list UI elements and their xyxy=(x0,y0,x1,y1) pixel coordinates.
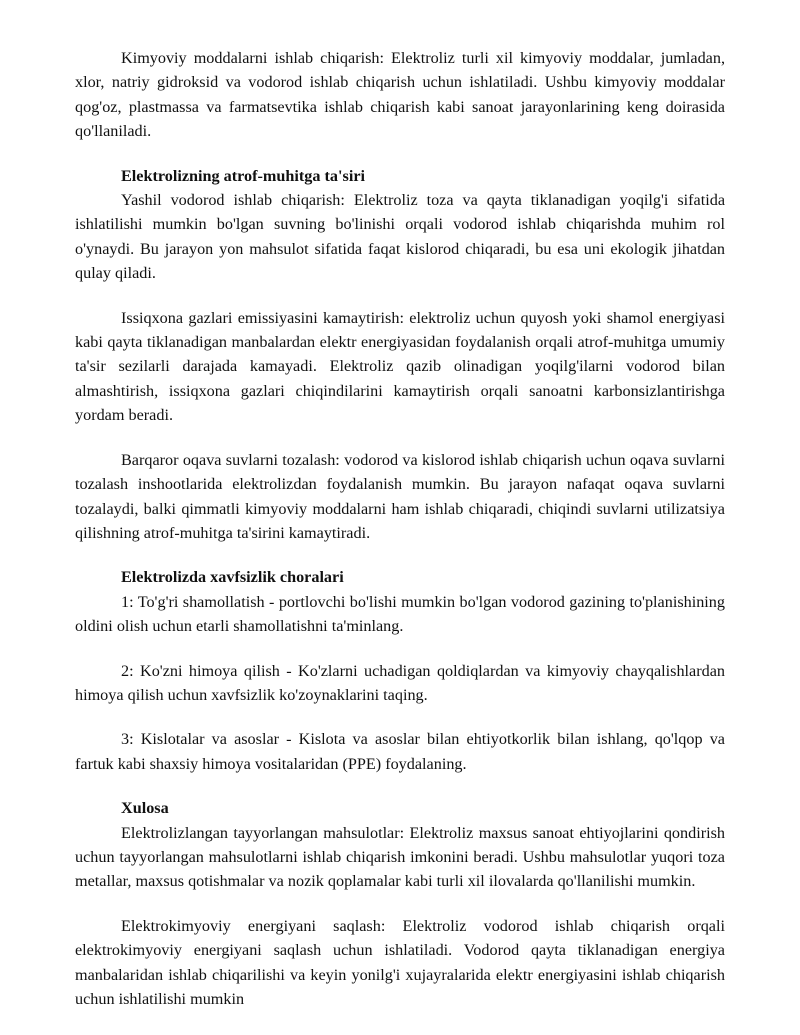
heading-safety-measures: Elektrolizda xavfsizlik choralari xyxy=(121,568,344,587)
paragraph-chemical-production: Kimyoviy moddalarni ishlab chiqarish: Elektroliz turli xil kimyoviy moddalar, jumladan, xlor, natriy gidroksid va vodorod ishlab chiqarish uchun ishlatiladi. Ushbu kimyoviy moddalar qog'oz, plastmassa va farmatsevtika ishlab chiqarish kabi sanoat jarayonlarining keng doirasida qo'llaniladi. xyxy=(75,49,725,141)
paragraph-greenhouse-emissions: Issiqxona gazlari emissiyasini kamaytirish: elektroliz uchun quyosh yoki shamol energiyasi kabi qayta tiklanadigan manbalardan elektr energiyasidan foydalanish orqali atrof-muhitga umumiy ta'sir sezilarli darajada kamayadi. Elektroliz qazib olinadigan yoqilg'ilarni vodorod bilan almashtirish, issiqxona gazlari chiqindilarini kamaytirish orqali sanoatni karbonsizlantirishga yordam beradi. xyxy=(75,308,725,425)
paragraph-eye-protection: 2: Ko'zni himoya qilish - Ko'zlarni uchadigan qoldiqlardan va kimyoviy chayqalishlardan himoya qilish uchun xavfsizlik ko'zoynaklarini taqing. xyxy=(75,661,725,704)
paragraph-green-hydrogen: Yashil vodorod ishlab chiqarish: Elektroliz toza va qayta tiklanadigan yoqilg'i sifatida ishlatilishi mumkin bo'lgan suvning bo'linishi orqali vodorod ishlab chiqarishda muhim rol o'ynaydi. Bu jarayon yon mahsulot sifatida faqat kislorod chiqaradi, bu esa uni ekologik jihatdan qulay qiladi. xyxy=(75,191,725,283)
document-page xyxy=(75,46,725,1031)
heading-environmental-impact: Elektrolizning atrof-muhitga ta'siri xyxy=(121,166,366,185)
paragraph-energy-storage: Elektrokimyoviy energiyani saqlash: Elektroliz vodorod ishlab chiqarish orqali elektrokimyoviy energiyani saqlash uchun ishlatiladi. Vodorod qayta tiklanadigan energiya manbalaridan ishlab chiqarilishi va keyin yonilg'i xujayralarida elektr energiyasini ishlab chiqarish uchun ishlatilishi mumkin xyxy=(75,916,725,1008)
paragraph-tailored-products: Elektrolizlangan tayyorlangan mahsulotlar: Elektroliz maxsus sanoat ehtiyojlarini qondirish uchun tayyorlangan mahsulotlarni ishlab chiqarish imkonini beradi. Ushbu mahsulotlar yuqori toza metallar, maxsus qotishmalar va nozik qoplamalar kabi turli xil ilovalarda qo'llanilishi mumkin. xyxy=(75,823,725,891)
heading-conclusion: Xulosa xyxy=(121,799,169,818)
paragraph-ventilation: 1: To'g'ri shamollatish - portlovchi bo'lishi mumkin bo'lgan vodorod gazining to'planishining oldini olish uchun etarli shamollatishni ta'minlang. xyxy=(75,592,725,636)
paragraph-acids-bases: 3: Kislotalar va asoslar - Kislota va asoslar bilan ehtiyotkorlik bilan ishlang, qo'lqop va fartuk kabi shaxsiy himoya vositalaridan (PPE) foydalaning. xyxy=(75,730,725,773)
paragraph-wastewater-treatment: Barqaror oqava suvlarni tozalash: vodorod va kislorod ishlab chiqarish uchun oqava suvlarni tozalash inshootlarida elektrolizdan foydalanish mumkin. Bu jarayon nafaqat oqava suvlarni tozalaydi, balki qimmatli kimyoviy moddalarni ham ishlab chiqaradi, chiqindi suvlarni utilizatsiya qilishning atrof-muhitga ta'sirini kamaytiradi. xyxy=(75,450,725,542)
